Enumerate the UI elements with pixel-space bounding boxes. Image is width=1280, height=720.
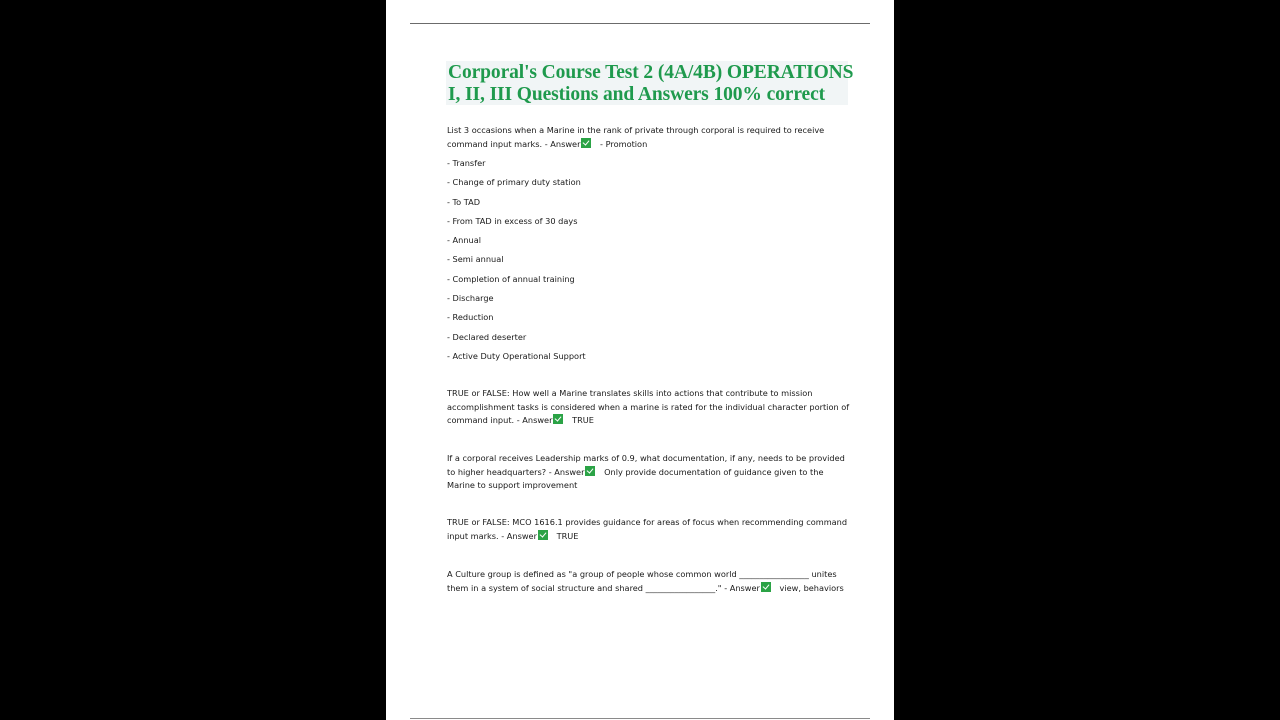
question-text: TRUE or FALSE: MCO 1616.1 provides guidance for areas of focus when recommending command input marks. - Answer TRUE — [447, 517, 848, 541]
answer-list — [447, 154, 852, 366]
check-icon — [553, 414, 563, 424]
qa-item-5 — [447, 568, 852, 595]
question-text: TRUE or FALSE: How well a Marine translates skills into actions that contribute to mission accomplishment tasks is considered when a marine is rated for the individual character portion of command input. - Answer TRUE — [447, 388, 850, 425]
header-rule — [410, 23, 870, 24]
list-item: - Discharge — [447, 293, 494, 304]
answer-text: view, behaviors — [779, 582, 844, 593]
list-item: - Change of primary duty station — [447, 177, 581, 188]
answer-text: TRUE — [572, 415, 594, 425]
list-item: - Annual — [447, 235, 482, 246]
check-icon — [581, 138, 591, 148]
list-item: - Declared deserter — [447, 331, 527, 342]
list-item: - Transfer — [447, 158, 486, 168]
check-icon — [538, 530, 548, 540]
question-text: A Culture group is defined as "a group of people whose common world _________________ unites them in a system of social structure and shared _________________." - Answer view, behaviors — [447, 569, 844, 593]
footer-rule — [410, 718, 870, 719]
answer-text: - Promotion — [600, 138, 648, 149]
question-text: If a corporal receives Leadership marks of 0.9, what documentation, if any, needs to be provided to higher headquarters? - Answer Only provide documentation of guidance given to the Marine to support improvement — [447, 453, 845, 490]
check-icon — [585, 466, 595, 476]
list-item: - From TAD in excess of 30 days — [447, 215, 578, 226]
qa-item-2 — [447, 387, 852, 428]
answer-text: TRUE — [556, 530, 579, 541]
list-item: - To TAD — [447, 196, 481, 207]
list-item: - Semi annual — [447, 254, 504, 265]
question-text: List 3 occasions when a Marine in the rank of private through corporal is required to receive command input marks. - Answer - Promotion — [447, 125, 825, 149]
check-icon — [761, 582, 771, 592]
list-item: - Completion of annual training — [447, 273, 575, 284]
document-page — [386, 0, 894, 720]
qa-item-3 — [447, 452, 852, 493]
list-item: - Active Duty Operational Support — [447, 350, 586, 361]
document-title: Corporal's Course Test 2 (4A/4B) OPERATIONS I, II, III Questions and Answers 100% correct — [448, 62, 854, 105]
qa-item-4 — [447, 516, 852, 543]
list-item: - Reduction — [447, 312, 494, 323]
qa-item-1 — [447, 124, 852, 366]
answer-text: Only provide documentation of guidance given to the Marine to support improvement — [447, 466, 824, 490]
